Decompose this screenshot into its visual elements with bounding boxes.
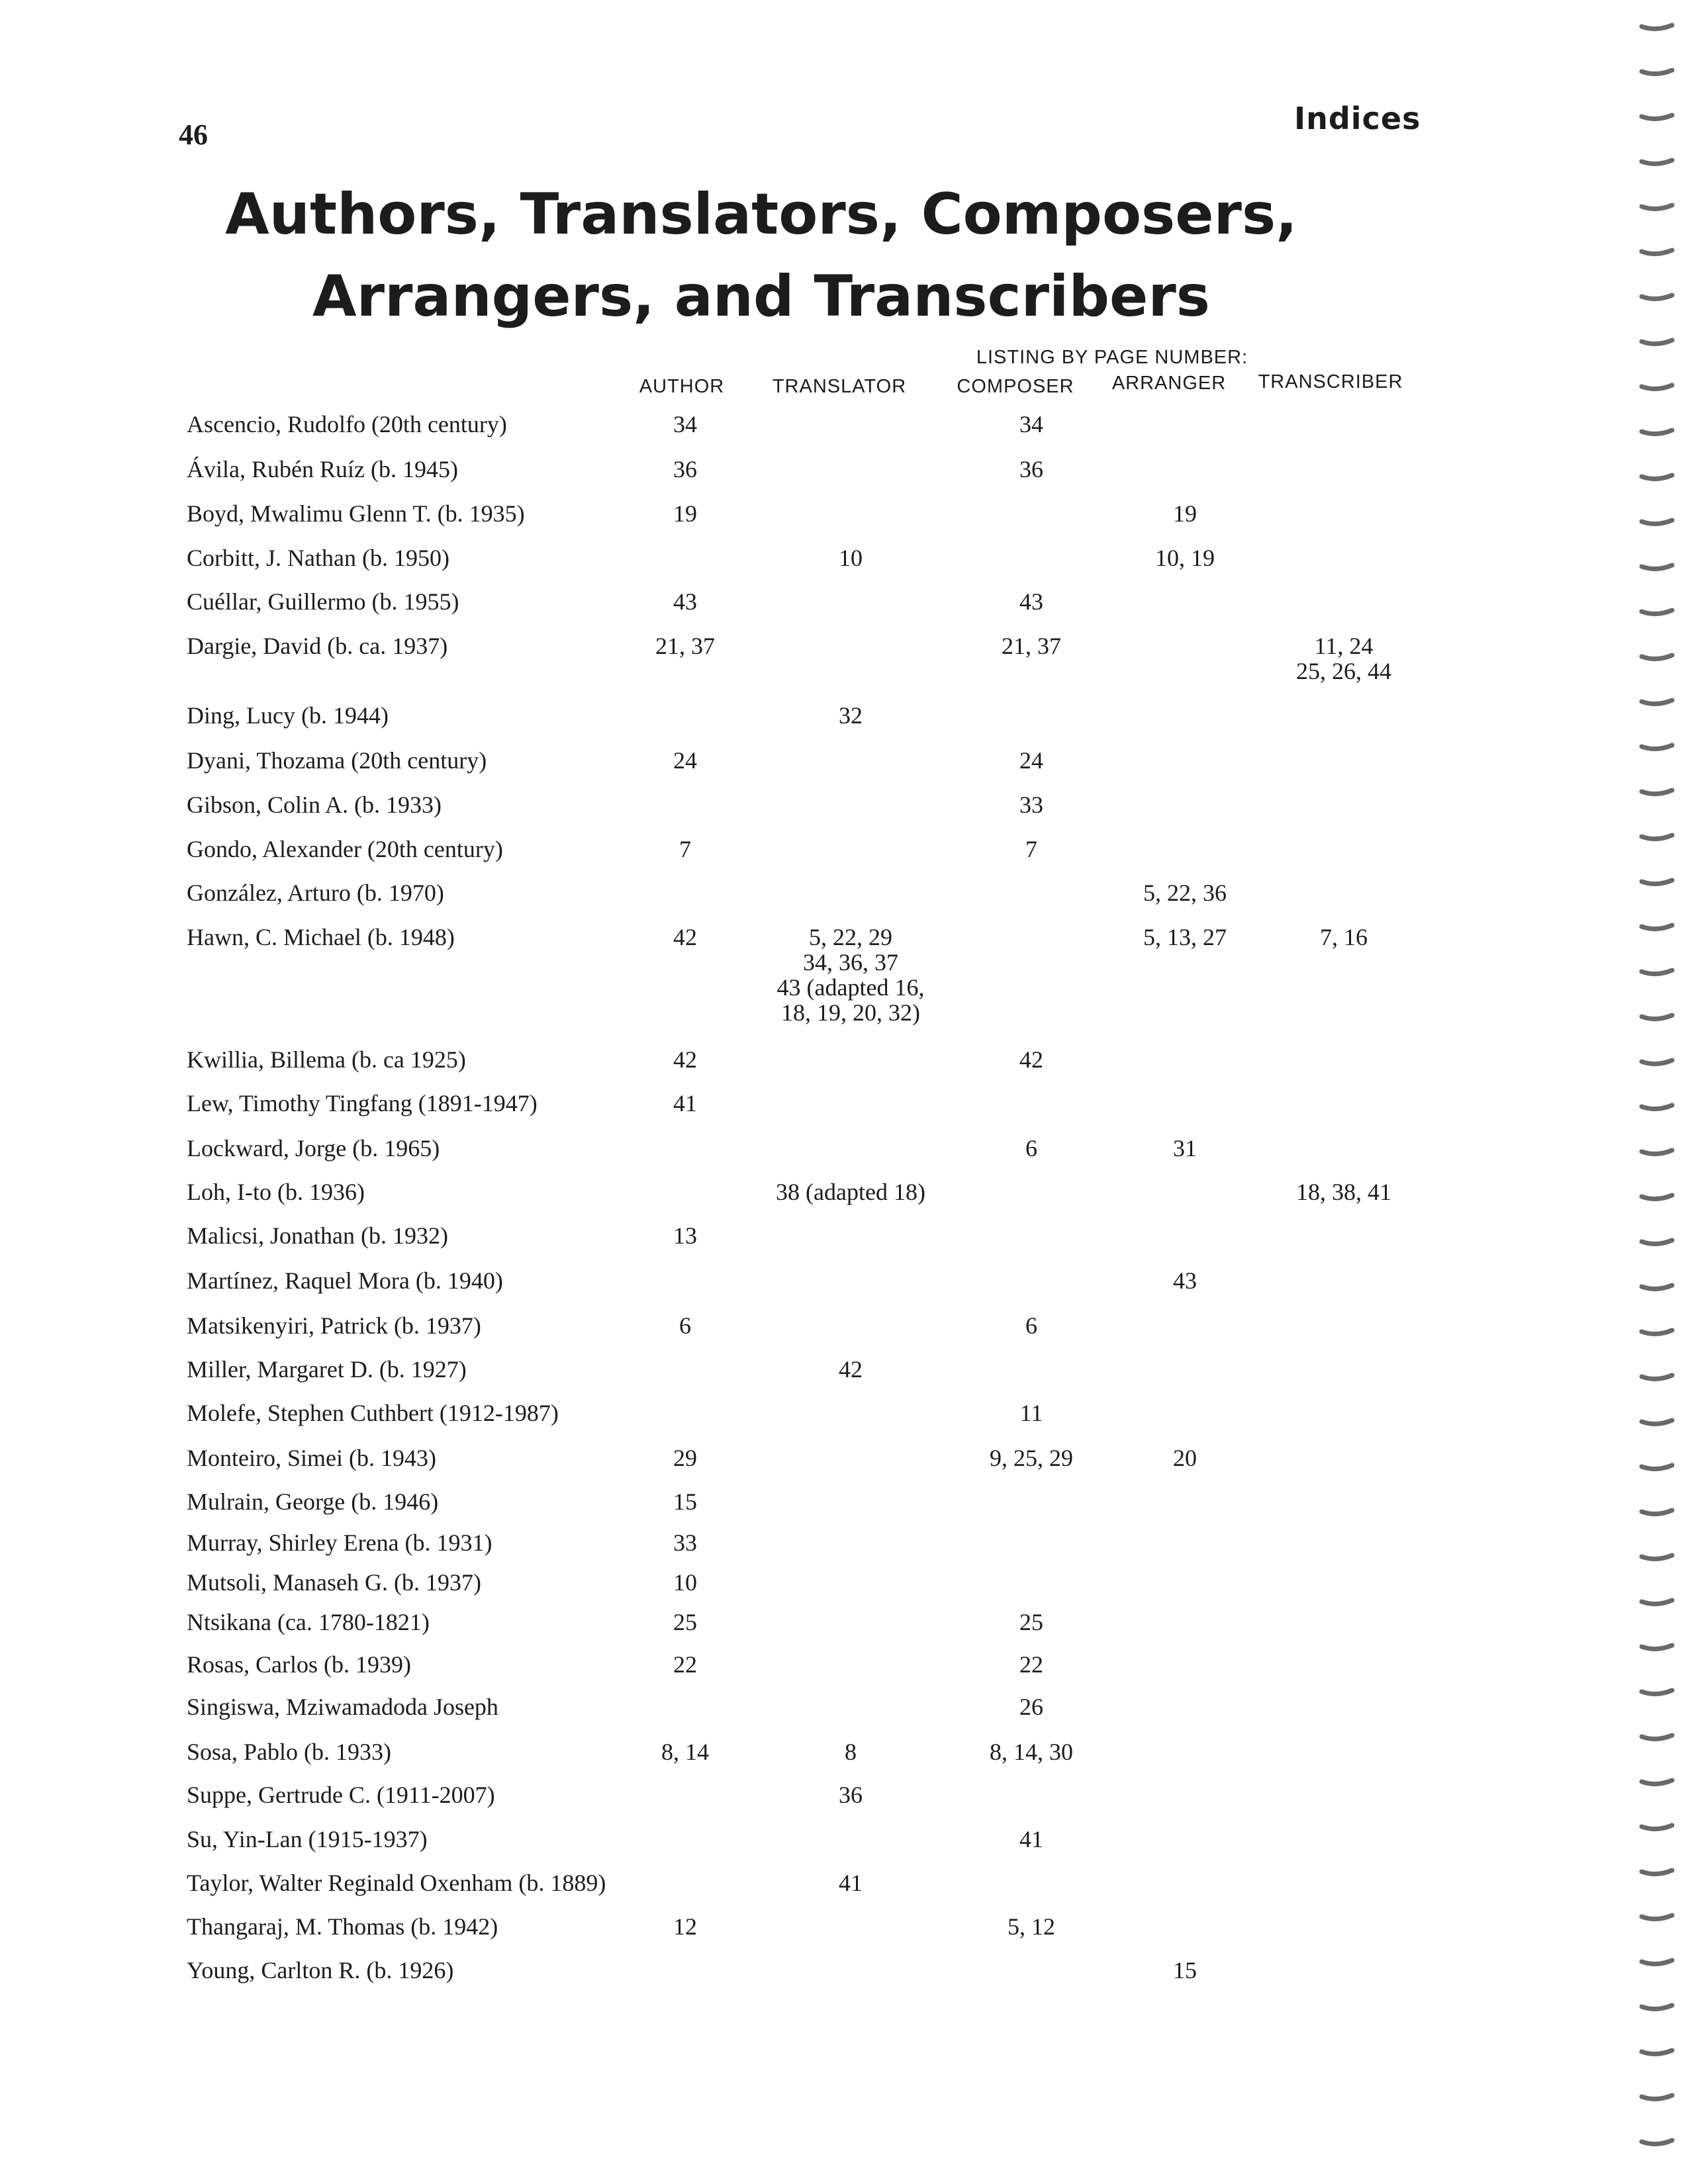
composer-pages: 7 xyxy=(1025,836,1037,862)
table-row xyxy=(0,545,1688,585)
table-row xyxy=(0,1047,1688,1087)
table-row xyxy=(0,1445,1688,1485)
table-row xyxy=(0,1268,1688,1308)
contributor-name: Taylor, Walter Reginald Oxenham (b. 1889) xyxy=(187,1870,606,1896)
contributor-name: Rosas, Carlos (b. 1939) xyxy=(187,1651,411,1678)
table-row xyxy=(0,501,1688,541)
section-label: Indices xyxy=(1294,101,1421,136)
author-pages: 33 xyxy=(673,1529,697,1556)
contributor-name: Ávila, Rubén Ruíz (b. 1945) xyxy=(187,456,458,482)
binding-mark xyxy=(1642,520,1672,524)
binding-mark xyxy=(1642,1060,1672,1064)
contributor-name: Ntsikana (ca. 1780-1821) xyxy=(187,1609,430,1635)
translator-pages: 32 xyxy=(839,702,863,729)
table-row xyxy=(0,1179,1688,1219)
table-row xyxy=(0,880,1688,920)
binding-mark xyxy=(1642,1105,1672,1109)
translator-pages: 5, 22, 29 34, 36, 37 43 (adapted 16, 18, 19, 20, 32) xyxy=(776,924,925,1026)
binding-mark xyxy=(1642,655,1672,659)
contributor-name: Matsikenyiri, Patrick (b. 1937) xyxy=(187,1312,481,1339)
binding-mark xyxy=(1642,1330,1672,1334)
table-row xyxy=(0,1870,1688,1910)
contributor-name: Boyd, Mwalimu Glenn T. (b. 1935) xyxy=(187,500,525,527)
binding-mark xyxy=(1642,205,1672,209)
contributor-name: Dyani, Thozama (20th century) xyxy=(187,747,487,774)
column-header-translator: TRANSLATOR xyxy=(772,376,907,397)
author-pages: 8, 14 xyxy=(661,1739,709,1765)
author-pages: 43 xyxy=(673,588,697,615)
binding-mark xyxy=(1642,1960,1672,1964)
binding-mark xyxy=(1642,925,1672,929)
table-row xyxy=(0,633,1688,684)
binding-mark xyxy=(1642,610,1672,614)
composer-pages: 11 xyxy=(1019,1400,1043,1426)
table-row xyxy=(0,1827,1688,1866)
contributor-name: Lew, Timothy Tingfang (1891-1947) xyxy=(187,1090,538,1116)
contributor-name: Dargie, David (b. ca. 1937) xyxy=(187,633,448,659)
binding-mark xyxy=(1642,385,1672,389)
table-row xyxy=(0,1652,1688,1692)
author-pages: 42 xyxy=(673,924,697,950)
binding-mark xyxy=(1642,1870,1672,1874)
composer-pages: 24 xyxy=(1019,747,1043,774)
transcriber-pages: 7, 16 xyxy=(1320,924,1368,950)
binding-mark xyxy=(1642,1825,1672,1829)
contributor-name: Ding, Lucy (b. 1944) xyxy=(187,702,389,729)
composer-pages: 41 xyxy=(1019,1826,1043,1852)
contributor-name: Loh, I-to (b. 1936) xyxy=(187,1179,365,1205)
author-pages: 29 xyxy=(673,1445,697,1471)
page-number: 46 xyxy=(179,118,208,151)
binding-mark xyxy=(1642,1465,1672,1469)
transcriber-pages: 11, 24 25, 26, 44 xyxy=(1296,633,1391,684)
table-row xyxy=(0,1914,1688,1954)
binding-mark xyxy=(1642,430,1672,434)
contributor-name: Thangaraj, M. Thomas (b. 1942) xyxy=(187,1913,498,1940)
arranger-pages: 15 xyxy=(1173,1957,1197,1983)
table-row xyxy=(0,457,1688,496)
composer-pages: 6 xyxy=(1025,1135,1037,1161)
arranger-pages: 19 xyxy=(1173,500,1197,527)
table-row xyxy=(0,1739,1688,1779)
listing-group-label: LISTING BY PAGE NUMBER: xyxy=(976,347,1248,368)
table-row xyxy=(0,1694,1688,1734)
author-pages: 15 xyxy=(673,1488,697,1515)
contributor-name: Mutsoli, Manaseh G. (b. 1937) xyxy=(187,1569,481,1596)
binding-mark xyxy=(1642,160,1672,164)
composer-pages: 33 xyxy=(1019,792,1043,818)
composer-pages: 43 xyxy=(1019,588,1043,615)
table-row xyxy=(0,1400,1688,1440)
table-row xyxy=(0,1782,1688,1822)
contributor-name: Suppe, Gertrude C. (1911-2007) xyxy=(187,1782,495,1808)
contributor-name: Miller, Margaret D. (b. 1927) xyxy=(187,1356,467,1383)
composer-pages: 9, 25, 29 xyxy=(990,1445,1073,1471)
column-header-author: AUTHOR xyxy=(639,376,725,397)
binding-mark xyxy=(1642,1645,1672,1649)
table-row xyxy=(0,1136,1688,1175)
column-header-arranger: ARRANGER xyxy=(1111,373,1227,394)
table-row xyxy=(0,924,1688,1026)
contributor-name: Corbitt, J. Nathan (b. 1950) xyxy=(187,545,449,571)
spiral-binding xyxy=(1615,0,1688,2184)
binding-mark xyxy=(1642,970,1672,974)
table-row xyxy=(0,589,1688,629)
page-title xyxy=(199,173,1324,338)
author-pages: 19 xyxy=(673,500,697,527)
binding-mark xyxy=(1642,700,1672,704)
composer-pages: 5, 12 xyxy=(1008,1913,1055,1940)
contributor-name: Young, Carlton R. (b. 1926) xyxy=(187,1957,454,1983)
binding-mark xyxy=(1642,1240,1672,1244)
contributor-name: Kwillia, Billema (b. ca 1925) xyxy=(187,1046,466,1073)
arranger-pages: 5, 22, 36 xyxy=(1143,880,1227,906)
arranger-pages: 20 xyxy=(1173,1445,1197,1471)
binding-mark xyxy=(1642,1555,1672,1559)
table-row xyxy=(0,1091,1688,1130)
table-row xyxy=(0,1530,1688,1570)
contributor-name: Sosa, Pablo (b. 1933) xyxy=(187,1739,391,1765)
contributor-name: Monteiro, Simei (b. 1943) xyxy=(187,1445,436,1471)
table-row xyxy=(0,1313,1688,1353)
arranger-pages: 10, 19 xyxy=(1155,545,1215,571)
binding-mark xyxy=(1642,1510,1672,1514)
contributor-name: Malicsi, Jonathan (b. 1932) xyxy=(187,1222,448,1249)
composer-pages: 8, 14, 30 xyxy=(990,1739,1073,1765)
table-row xyxy=(0,1223,1688,1263)
binding-mark xyxy=(1642,880,1672,884)
binding-mark xyxy=(1642,475,1672,479)
composer-pages: 26 xyxy=(1019,1694,1043,1720)
author-pages: 6 xyxy=(679,1312,691,1339)
contributor-name: Molefe, Stephen Cuthbert (1912-1987) xyxy=(187,1400,559,1426)
binding-mark xyxy=(1642,1375,1672,1379)
contributor-name: González, Arturo (b. 1970) xyxy=(187,880,444,906)
binding-mark xyxy=(1642,340,1672,344)
contributor-name: Lockward, Jorge (b. 1965) xyxy=(187,1135,440,1161)
translator-pages: 41 xyxy=(839,1870,863,1896)
translator-pages: 36 xyxy=(839,1782,863,1808)
contributor-name: Singiswa, Mziwamadoda Joseph xyxy=(187,1694,498,1720)
contributor-name: Gondo, Alexander (20th century) xyxy=(187,836,503,862)
binding-mark xyxy=(1642,1015,1672,1019)
binding-mark xyxy=(1642,1690,1672,1694)
page-title-line-2: Arrangers, and Transcribers xyxy=(312,263,1210,330)
table-row xyxy=(0,1610,1688,1649)
binding-mark xyxy=(1642,2140,1672,2144)
author-pages: 24 xyxy=(673,747,697,774)
binding-mark xyxy=(1642,250,1672,254)
author-pages: 36 xyxy=(673,456,697,482)
author-pages: 25 xyxy=(673,1609,697,1635)
contributor-name: Murray, Shirley Erena (b. 1931) xyxy=(187,1529,492,1556)
table-row xyxy=(0,1489,1688,1529)
binding-mark xyxy=(1642,295,1672,299)
table-row xyxy=(0,1357,1688,1396)
contributor-name: Gibson, Colin A. (b. 1933) xyxy=(187,792,442,818)
binding-mark xyxy=(1642,2005,1672,2009)
composer-pages: 42 xyxy=(1019,1046,1043,1073)
binding-mark xyxy=(1642,1780,1672,1784)
translator-pages: 42 xyxy=(839,1356,863,1383)
binding-mark xyxy=(1642,1195,1672,1199)
author-pages: 7 xyxy=(679,836,691,862)
transcriber-pages: 18, 38, 41 xyxy=(1296,1179,1391,1205)
composer-pages: 36 xyxy=(1019,456,1043,482)
binding-mark xyxy=(1642,1735,1672,1739)
composer-pages: 6 xyxy=(1025,1312,1037,1339)
author-pages: 13 xyxy=(673,1222,697,1249)
table-row xyxy=(0,748,1688,788)
binding-mark xyxy=(1642,790,1672,794)
table-row xyxy=(0,1958,1688,1997)
table-row xyxy=(0,1570,1688,1610)
composer-pages: 34 xyxy=(1019,411,1043,437)
binding-mark xyxy=(1642,2050,1672,2054)
author-pages: 34 xyxy=(673,411,697,437)
binding-mark xyxy=(1642,115,1672,119)
contributor-name: Su, Yin-Lan (1915-1937) xyxy=(187,1826,428,1852)
binding-mark xyxy=(1642,565,1672,569)
contributor-name: Hawn, C. Michael (b. 1948) xyxy=(187,924,455,950)
translator-pages: 8 xyxy=(845,1739,857,1765)
binding-mark xyxy=(1642,70,1672,74)
column-header-composer: COMPOSER xyxy=(957,376,1074,397)
composer-pages: 21, 37 xyxy=(1002,633,1061,659)
column-header-transcriber: TRANSCRIBER xyxy=(1258,371,1403,392)
composer-pages: 25 xyxy=(1019,1609,1043,1635)
table-row xyxy=(0,412,1688,451)
contributor-name: Ascencio, Rudolfo (20th century) xyxy=(187,411,507,437)
author-pages: 10 xyxy=(673,1569,697,1596)
binding-mark xyxy=(1642,1915,1672,1919)
author-pages: 22 xyxy=(673,1651,697,1678)
binding-mark xyxy=(1642,1150,1672,1154)
author-pages: 42 xyxy=(673,1046,697,1073)
translator-pages: 10 xyxy=(839,545,863,571)
arranger-pages: 43 xyxy=(1173,1267,1197,1294)
binding-mark xyxy=(1642,1600,1672,1604)
table-row xyxy=(0,792,1688,832)
contributor-name: Martínez, Raquel Mora (b. 1940) xyxy=(187,1267,503,1294)
author-pages: 41 xyxy=(673,1090,697,1116)
author-pages: 21, 37 xyxy=(655,633,715,659)
binding-mark xyxy=(1642,835,1672,839)
binding-mark xyxy=(1642,25,1672,29)
table-row xyxy=(0,837,1688,876)
contributor-name: Cuéllar, Guillermo (b. 1955) xyxy=(187,588,459,615)
binding-mark xyxy=(1642,1420,1672,1424)
contributor-name: Mulrain, George (b. 1946) xyxy=(187,1488,439,1515)
composer-pages: 22 xyxy=(1019,1651,1043,1678)
arranger-pages: 31 xyxy=(1173,1135,1197,1161)
arranger-pages: 5, 13, 27 xyxy=(1143,924,1227,950)
binding-mark xyxy=(1642,745,1672,749)
author-pages: 12 xyxy=(673,1913,697,1940)
binding-mark xyxy=(1642,2095,1672,2099)
binding-mark xyxy=(1642,1285,1672,1289)
page-title-line-1: Authors, Translators, Composers, xyxy=(225,181,1297,248)
table-row xyxy=(0,703,1688,743)
translator-pages: 38 (adapted 18) xyxy=(776,1179,925,1205)
binding-marks xyxy=(1615,0,1688,2184)
